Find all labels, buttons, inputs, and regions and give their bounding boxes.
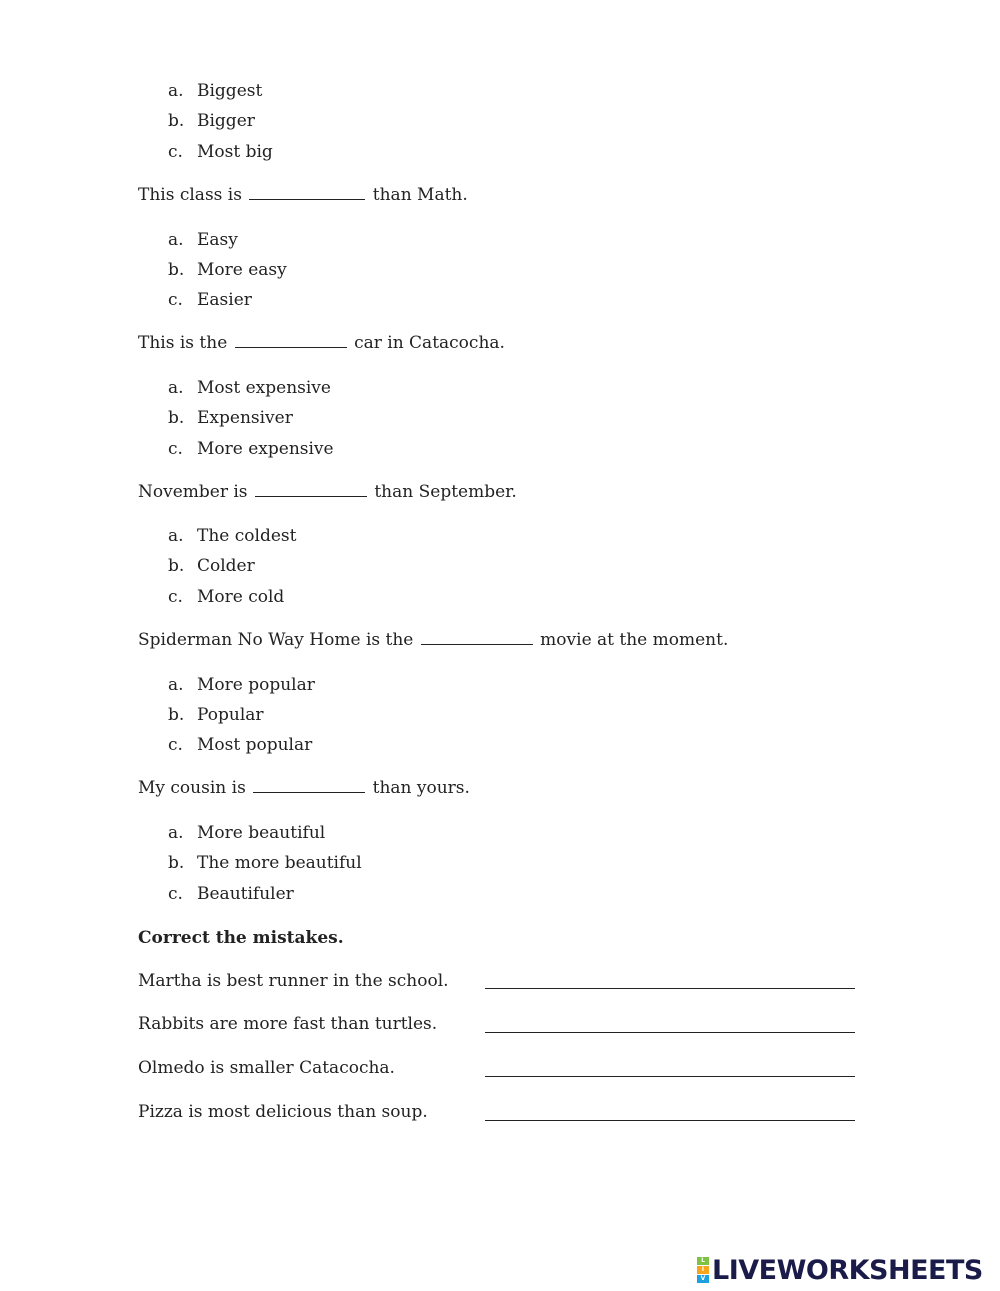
answer-blank[interactable] [249, 184, 365, 200]
stem-after: than yours. [372, 778, 470, 798]
stem-after: car in Catacocha. [354, 333, 505, 353]
answer-blank[interactable] [255, 481, 367, 497]
option-text: More easy [197, 260, 287, 280]
stem-after: than Math. [372, 185, 468, 205]
correction-line[interactable] [485, 973, 855, 989]
answer-blank[interactable] [235, 332, 347, 348]
stem-before: Spiderman No Way Home is the [138, 630, 414, 650]
option-text: More beautiful [197, 823, 326, 843]
option-letter: a. [168, 230, 184, 250]
option-text: Most expensive [197, 378, 331, 398]
option-text: The coldest [197, 526, 297, 546]
option-letter: b. [168, 260, 185, 280]
option-letter: c. [168, 884, 183, 904]
stem-after: movie at the moment. [540, 630, 729, 650]
correction-line[interactable] [485, 1017, 855, 1033]
logo-wordmark: LIVEWORKSHEETS [712, 1254, 983, 1286]
stem-before: November is [138, 482, 248, 502]
option-text: Most popular [197, 735, 313, 755]
option-letter: c. [168, 439, 183, 459]
logo-square-l: L [697, 1257, 709, 1265]
mistake-sentence: Rabbits are more fast than turtles. [138, 1014, 438, 1034]
option-text: Beautifuler [197, 884, 294, 904]
liveworksheets-logo [697, 1253, 983, 1287]
option-text: Bigger [197, 111, 255, 131]
q2-stem [138, 184, 468, 206]
option-text: Most big [197, 142, 273, 162]
option-text: Easy [197, 230, 238, 250]
option-text: Easier [197, 290, 252, 310]
option-letter: b. [168, 705, 185, 725]
option-letter: a. [168, 675, 184, 695]
logo-square-v: V [697, 1275, 709, 1283]
option-letter: a. [168, 81, 184, 101]
option-letter: b. [168, 556, 185, 576]
option-text: Colder [197, 556, 255, 576]
option-letter: b. [168, 408, 185, 428]
option-text: More expensive [197, 439, 334, 459]
option-letter: c. [168, 735, 183, 755]
correction-line[interactable] [485, 1061, 855, 1077]
option-letter: c. [168, 142, 183, 162]
answer-blank[interactable] [421, 629, 533, 645]
mistake-sentence: Martha is best runner in the school. [138, 971, 449, 991]
logo-mark-icon [697, 1257, 709, 1283]
stem-before: This class is [138, 185, 242, 205]
option-text: Biggest [197, 81, 263, 101]
stem-after: than September. [374, 482, 517, 502]
option-text: More popular [197, 675, 315, 695]
option-letter: b. [168, 853, 185, 873]
option-text: Expensiver [197, 408, 293, 428]
option-text: Popular [197, 705, 264, 725]
option-text: More cold [197, 587, 285, 607]
q3-stem [138, 332, 505, 354]
answer-blank[interactable] [253, 777, 365, 793]
logo-square-i: I [697, 1266, 709, 1274]
option-letter: c. [168, 290, 183, 310]
q6-stem [138, 777, 470, 799]
option-letter: a. [168, 526, 184, 546]
correction-line[interactable] [485, 1105, 855, 1121]
option-text: The more beautiful [197, 853, 362, 873]
option-letter: c. [168, 587, 183, 607]
option-letter: a. [168, 823, 184, 843]
option-letter: b. [168, 111, 185, 131]
q5-stem [138, 629, 728, 651]
mistake-sentence: Olmedo is smaller Catacocha. [138, 1058, 395, 1078]
stem-before: My cousin is [138, 778, 246, 798]
q4-stem [138, 481, 517, 503]
option-letter: a. [168, 378, 184, 398]
mistake-sentence: Pizza is most delicious than soup. [138, 1102, 428, 1122]
stem-before: This is the [138, 333, 228, 353]
section-heading: Correct the mistakes. [138, 928, 344, 948]
